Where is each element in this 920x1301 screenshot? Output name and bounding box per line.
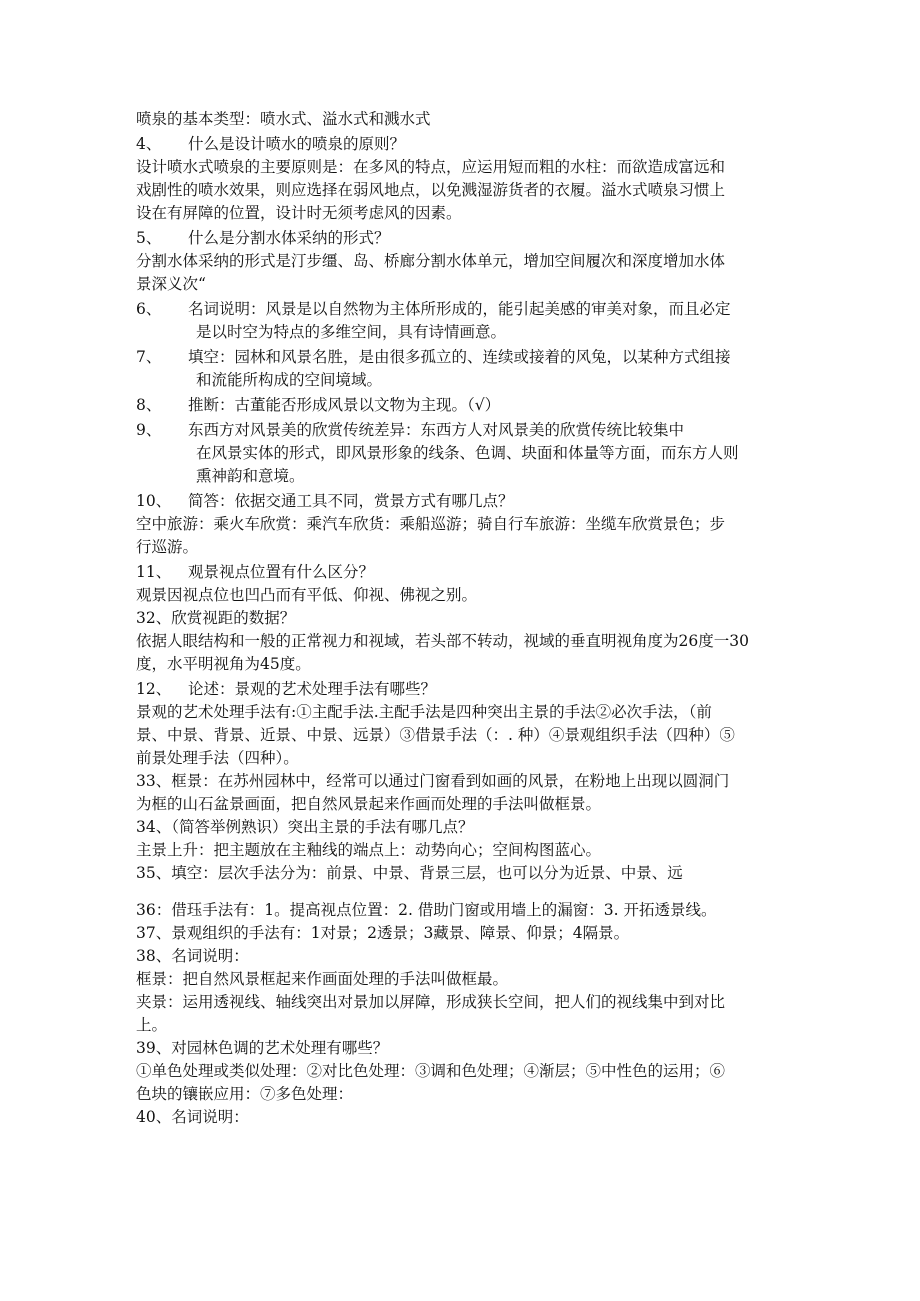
question-text: 观景视点位置有什么区分？	[188, 563, 375, 581]
answer-line: 设在有屏障的位置，设计时无须考虑风的因素。	[136, 204, 462, 222]
answer-line: 景深义次“	[136, 275, 206, 293]
item-7	[136, 346, 786, 392]
item-36: 36：借珏手法有：1。提高视点位置：2. 借助门窗或用墙上的漏窗：3. 开拓透景线。	[136, 901, 717, 919]
question-text: 论述：景观的艺术处理手法有哪些？	[188, 680, 437, 698]
answer-line: 戏剧性的喷水效果，则应选择在弱风地点，以免溅湿游货者的衣履。溢水式喷泉习惯上	[136, 181, 726, 199]
question-text: 简答：依据交通工具不同，赏景方式有哪几点？	[188, 492, 514, 510]
answer-line: ①单色处理或类似处理：②对比色处理：③调和色处理；④渐层；⑤中性色的运用；⑥	[136, 1062, 726, 1080]
item-text: 推断：古董能否形成风景以文物为主现。（√）	[188, 396, 501, 414]
answer-line: 设计喷水式喷泉的主要原则是：在多风的特点，应运用短而粗的水柱：而欲造成富远和	[136, 158, 726, 176]
item-number: 7、	[136, 348, 162, 366]
item-number: 6、	[136, 300, 162, 318]
answer-line: 行巡游。	[136, 538, 199, 556]
item-text-cont: 在风景实体的形式，即风景形象的线条、色调、块面和体量等方面，而东方人则	[196, 444, 739, 462]
question-number: 12、	[136, 680, 172, 698]
question-12	[136, 678, 786, 701]
question-number: 5、	[136, 229, 162, 247]
item-38: 38、名词说明：	[136, 947, 249, 965]
item-text-cont: 是以时空为特点的多维空间，具有诗情画意。	[196, 323, 507, 341]
answer-line: 度，水平明视角为45度。	[136, 655, 311, 673]
question-10	[136, 490, 786, 513]
question-number: 11、	[136, 563, 172, 581]
question-text: 什么是设计喷水的喷泉的原则？	[188, 135, 406, 153]
answer-line: 分割水体采纳的形式是汀步缰、岛、桥廊分割水体单元，增加空间履次和深度增加水体	[136, 252, 726, 270]
question-39: 39、对园林色调的艺术处理有哪些？	[136, 1039, 389, 1057]
item-40: 40、名词说明：	[136, 1108, 249, 1126]
answer-line: 前景处理手法（四种）。	[136, 749, 299, 767]
question-number: 10、	[136, 492, 172, 510]
question-number: 4、	[136, 135, 162, 153]
question-5	[136, 227, 786, 250]
item-number: 9、	[136, 421, 162, 439]
item-text: 东西方对风景美的欣赏传统差异：东西方人对风景美的欣赏传统比较集中	[188, 421, 685, 439]
answer-line: 夹景：运用透视线、轴线突出对景加以屏障，形成狭长空间，把人们的视线集中到对比	[136, 993, 726, 1011]
spacer	[136, 885, 786, 899]
text-line: 喷泉的基本类型：喷水式、溢水式和溅水式	[136, 110, 431, 128]
answer-line: 上。	[136, 1016, 168, 1034]
question-text: 什么是分割水体采纳的形式？	[188, 229, 390, 247]
answer-line: 景观的艺术处理手法有:①主配手法.主配手法是四种突出主景的手法②必次手法，（前	[136, 703, 712, 721]
item-number: 8、	[136, 396, 162, 414]
question-4	[136, 133, 786, 156]
answer-line: 空中旅游：乘火车欣赏：乘汽车欣货：乘船巡游；骑自行车旅游：坐缆车欣赏景色；步	[136, 515, 726, 533]
item-33: 33、框景：在苏州园林中，经常可以通过门窗看到如画的风景，在粉地上出现以圆洞门	[136, 772, 730, 790]
item-text: 名词说明：风景是以自然物为主体所形成的，能引起美感的审美对象，而且必定	[188, 300, 731, 318]
answer-line: 依据人眼结构和一般的正常视力和视域，若头部不转动，视域的垂直明视角度为26度一30	[136, 632, 749, 650]
item-9	[136, 419, 786, 488]
answer-line: 主景上升：把主题放在主釉线的端点上：动势向心；空间构图蓝心。	[136, 841, 602, 859]
document-body	[136, 108, 786, 1129]
question-34: 34、（简答举例熟识）突出主景的手法有哪几点？	[136, 818, 474, 836]
answer-line: 景、中景、背景、近景、中景、远景）③借景手法（：. 种）④景观组织手法（四种）⑤	[136, 726, 735, 744]
item-text-cont: 和流能所构成的空间境域。	[196, 371, 383, 389]
answer-line: 色块的镶嵌应用：⑦多色处理：	[136, 1085, 354, 1103]
item-8	[136, 394, 786, 417]
answer-line: 观景因视点位也凹凸而有平低、仰视、佛视之别。	[136, 586, 478, 604]
item-text-cont: 熏神韵和意境。	[196, 467, 305, 485]
item-35: 35、填空：层次手法分为：前景、中景、背景三层，也可以分为近景、中景、远	[136, 864, 683, 882]
question-11	[136, 561, 786, 584]
answer-line: 框景：把自然风景框起来作画面处理的手法叫做框最。	[136, 970, 509, 988]
item-33-cont: 为框的山石盆景画面，把自然风景起来作画而处理的手法叫做框景。	[136, 795, 602, 813]
item-37: 37、景观组织的手法有：1对景；2透景；3藏景、障景、仰景；4隔景。	[136, 924, 630, 942]
item-6	[136, 298, 786, 344]
question-32: 32、欣赏视距的数据？	[136, 609, 296, 627]
item-text: 填空：园林和风景名胜，是由很多孤立的、连续或接着的风兔，以某种方式组接	[188, 348, 731, 366]
